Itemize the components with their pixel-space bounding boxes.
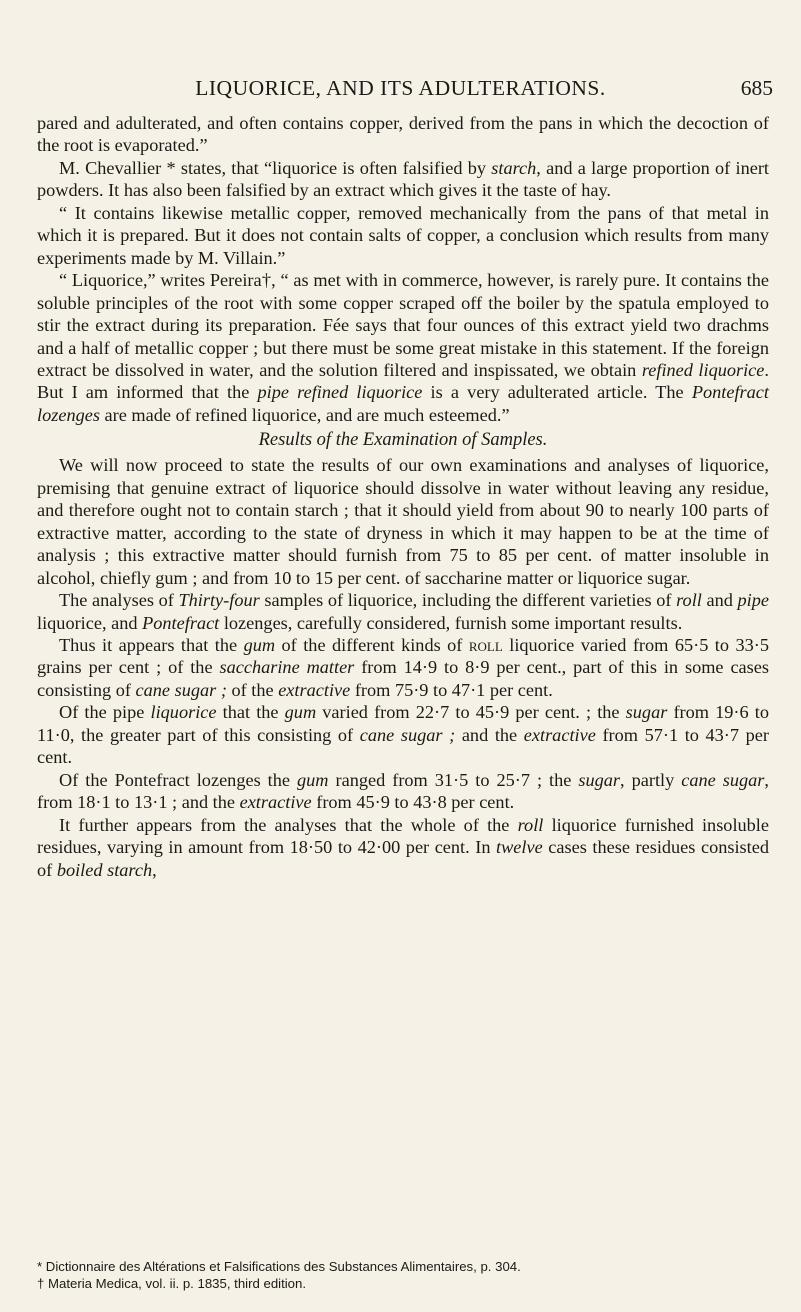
page-number: 685 (740, 76, 773, 100)
footnotes (37, 1258, 769, 1292)
paragraph-copper: “ It contains likewise metallic copper, removed mechanically from the pans of that metal in which it is prepared. But it does not contain salts of copper, a conclusion which results from many experiments made by M. Villain.” (37, 202, 769, 268)
paragraph-pontefract: Of the Pontefract lozenges the gum ranged from 31·5 to 25·7 ; the sugar, partly cane sugar, from 18·1 to 13·1 ; and the extractive from 45·9 to 43·8 per cent. (37, 769, 769, 813)
paragraph-chevallier: M. Chevallier * states, that “liquorice is often falsified by starch, and a large proportion of inert powders. It has also been falsified by an extract which gives it the taste of hay. (37, 157, 769, 201)
running-header (0, 76, 801, 106)
paragraph-results-intro: We will now proceed to state the results of our own examinations and analyses of liquorice, premising that genuine extract of liquorice should dissolve in water without leaving any residue, and therefore ought not to contain starch ; that it should yield from about 90 to nearly 100 parts of extractive matter, according to the state of dryness in which it may happen to be at the time of analysis ; this extractive matter should furnish from 75 to 85 per cent. of matter insoluble in alcohol, chiefly gum ; and from 10 to 15 per cent. of saccharine matter or liquorice sugar. (37, 455, 769, 588)
paragraph-roll-liquorice: Thus it appears that the gum of the different kinds of roll liquorice varied from 65·5 to 33·5 grains per cent ; of the saccharine matter from 14·9 to 8·9 per cent., part of this in some cases consisting of cane sugar ; of the extractive from 75·9 to 47·1 per cent. (37, 634, 770, 700)
running-title: LIQUORICE, AND ITS ADULTERATIONS. (195, 76, 606, 100)
footnote: * Dictionnaire des Altérations et Falsifications des Substances Alimentaires, p. 304. (37, 1259, 521, 1274)
paragraph-pereira: “ Liquorice,” writes Pereira†, “ as met with in commerce, however, is rarely pure. It contains the soluble principles of the root with some copper scraped off the boiler by the spatula employed to stir the extract during its preparation. Fée says that four ounces of this extract yield two drachms and a half of metallic copper ; but there must be some great mistake in this statement. If the foreign extract be dissolved in water, and the solution filtered and inspissated, we obtain refined liquorice. But I am informed that the pipe refined liquorice is a very adulterated article. The Pontefract lozenges are made of refined liquorice, and are much esteemed.” (37, 270, 769, 425)
paragraph-continuation: pared and adulterated, and often contains copper, derived from the pans in which the decoction of the root is evaporated.” (37, 113, 769, 156)
body-text (37, 112, 769, 881)
footnote: † Materia Medica, vol. ii. p. 1835, third edition. (37, 1276, 307, 1291)
paragraph-pipe-liquorice: Of the pipe liquorice that the gum varied from 22·7 to 45·9 per cent. ; the sugar from 19·6 to 11·0, the greater part of this consisting of cane sugar ; and the extractive from 57·1 to 43·7 per cent. (37, 702, 769, 768)
paragraph-residues: It further appears from the analyses that the whole of the roll liquorice furnished insoluble residues, varying in amount from 18·50 to 42·00 per cent. In twelve cases these residues consisted of boiled starch, (37, 814, 769, 880)
section-heading: Results of the Examination of Samples. (258, 430, 548, 451)
paragraph-analyses: The analyses of Thirty-four samples of liquorice, including the different varieties of roll and pipe liquorice, and Pontefract lozenges, carefully considered, furnish some important results. (37, 590, 769, 633)
